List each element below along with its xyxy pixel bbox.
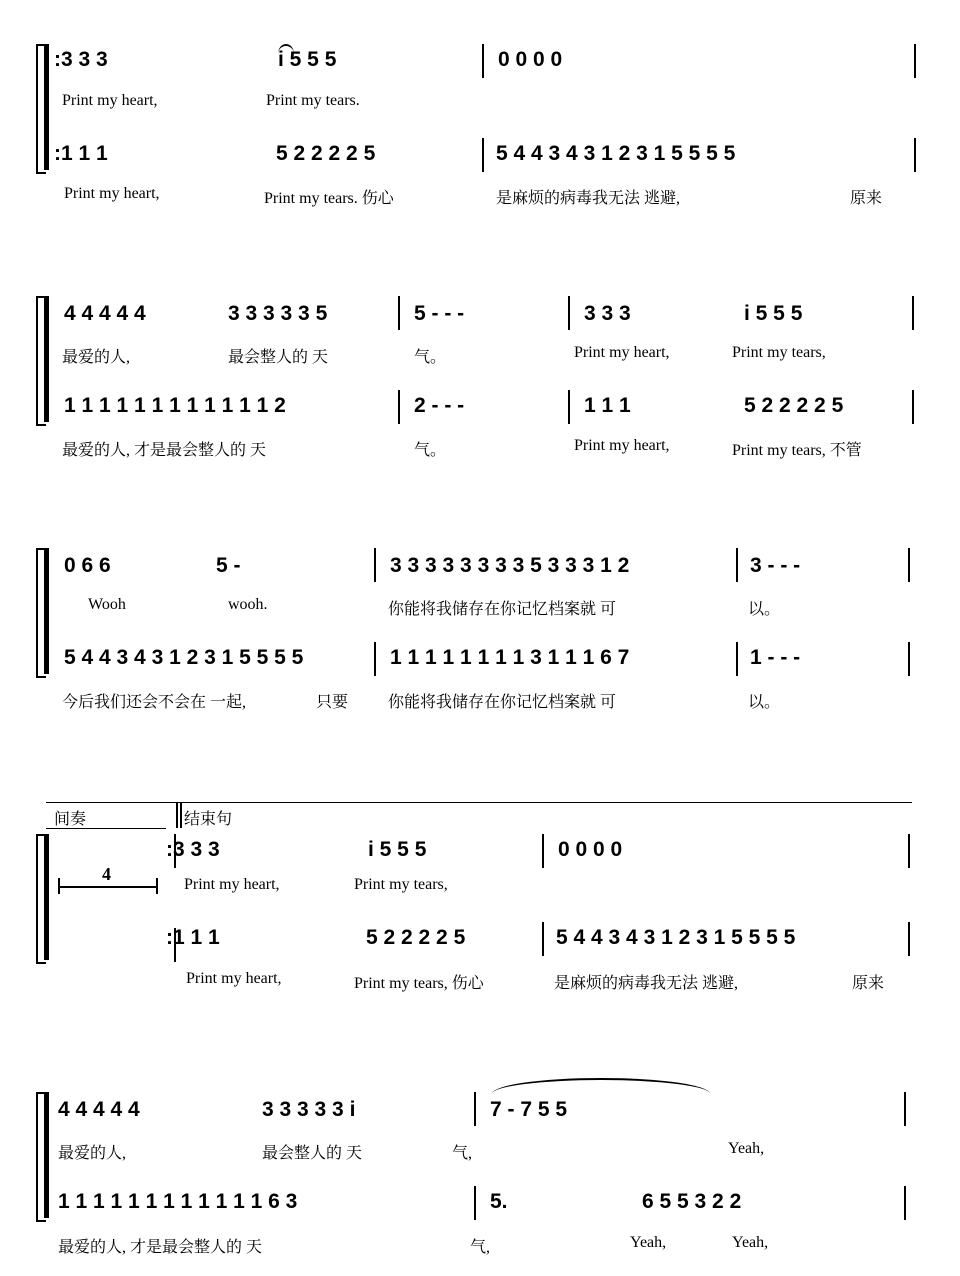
lyric: Print my tears,	[354, 876, 448, 893]
measure-notes: 1 - - -	[750, 646, 801, 669]
lyric: Yeah,	[732, 1234, 769, 1251]
system-3	[36, 544, 916, 684]
measure-notes: 7 - 7 5 5	[490, 1098, 568, 1121]
measure-notes: 6 5 5 3 2 2	[642, 1190, 742, 1213]
lyric: Print my heart,	[186, 970, 282, 987]
lyric: 最爱的人,	[58, 1145, 127, 1162]
barline	[474, 1186, 476, 1220]
measure-notes: :3 3 3	[166, 838, 220, 861]
lyric: 原来	[852, 975, 885, 992]
barline	[568, 296, 570, 330]
measure-notes: 3 - - -	[750, 554, 801, 577]
barline	[908, 922, 910, 956]
measure-notes: 5.	[490, 1190, 508, 1213]
barline	[542, 922, 544, 956]
barline	[374, 548, 376, 582]
barline	[914, 44, 916, 78]
barline	[908, 548, 910, 582]
lyric: 最爱的人,	[62, 349, 131, 366]
slur	[278, 44, 294, 54]
barline	[398, 390, 400, 424]
measure-notes: 1 1 1	[584, 394, 631, 417]
system-1	[36, 40, 916, 180]
system-bar	[44, 44, 49, 170]
barline	[474, 1092, 476, 1126]
lower-lyrics	[62, 689, 902, 713]
section-divider	[180, 802, 182, 828]
measure-notes: i 5 5 5	[278, 48, 337, 71]
lyric: Print my tears.	[266, 92, 360, 109]
lyric: 最爱的人, 才是最会整人的 天	[58, 1239, 263, 1256]
measure-notes: :1 1 1	[54, 142, 108, 165]
measure-notes: 5 4 4 3 4 3 1 2 3 1 5 5 5 5	[64, 646, 304, 669]
barline	[736, 642, 738, 676]
long-slur	[492, 1078, 710, 1094]
lower-lyrics	[186, 970, 906, 994]
lyric: 今后我们还会不会在 一起,	[62, 694, 247, 711]
barline	[904, 1186, 906, 1220]
ending-label: 结束句	[184, 811, 233, 828]
lyric: Print my heart,	[62, 92, 158, 109]
measure-notes: :1 1 1	[166, 926, 220, 949]
measure-notes: 4 4 4 4 4	[58, 1098, 140, 1121]
barline	[374, 642, 376, 676]
lyric: 是麻烦的病毒我无法 逃避,	[554, 975, 739, 992]
multi-rest-end	[156, 878, 158, 894]
barline	[482, 44, 484, 78]
measure-notes: 1 1 1 1 1 1 1 1 1 1 1 1 2	[64, 394, 286, 417]
lower-lyrics	[62, 437, 902, 461]
system-bar	[44, 548, 49, 674]
measure-notes: 5 2 2 2 2 5	[744, 394, 844, 417]
measure-notes: 4 4 4 4 4	[64, 302, 146, 325]
lyric: 气。	[414, 442, 447, 459]
measure-notes: 1 1 1 1 1 1 1 1 3 1 1 1 6 7	[390, 646, 630, 669]
measure-notes: 3 3 3	[584, 302, 631, 325]
measure-notes: 3 3 3 3 3 5	[228, 302, 328, 325]
section-divider	[176, 802, 178, 828]
lyric: wooh.	[228, 596, 268, 613]
system-bar	[44, 296, 49, 422]
measure-notes: 1 1 1 1 1 1 1 1 1 1 1 1 6 3	[58, 1190, 298, 1213]
measure-notes: 5 4 4 3 4 3 1 2 3 1 5 5 5 5	[556, 926, 796, 949]
lyric: 只要	[316, 694, 349, 711]
measure-notes: 2 - - -	[414, 394, 465, 417]
measure-notes: 0 0 0 0	[558, 838, 623, 861]
measure-notes: 5 -	[216, 554, 241, 577]
lyric: Print my tears, 不管	[732, 442, 862, 459]
lyric: Yeah,	[728, 1140, 765, 1157]
measure-notes: 3 3 3 3 3 3 3 3 5 3 3 3 1 2	[390, 554, 630, 577]
system-5	[36, 1088, 916, 1228]
lyric: Yeah,	[630, 1234, 667, 1251]
barline	[398, 296, 400, 330]
interlude-label: 间奏	[54, 811, 87, 828]
multi-rest-count: 4	[102, 864, 111, 884]
lower-lyrics	[64, 185, 904, 209]
measure-notes: 5 - - -	[414, 302, 465, 325]
system-2	[36, 292, 916, 432]
lyric: 你能将我储存在你记忆档案就 可	[388, 601, 617, 618]
lyric: 气,	[470, 1239, 491, 1256]
measure-notes: 3 3 3 3 3 i	[262, 1098, 356, 1121]
lyric: 是麻烦的病毒我无法 逃避,	[496, 190, 681, 207]
lyric: Print my tears, 伤心	[354, 975, 484, 992]
measure-notes: :3 3 3	[54, 48, 108, 71]
measure-notes: 5 2 2 2 2 5	[366, 926, 466, 949]
measure-notes: i 5 5 5	[744, 302, 803, 325]
multi-rest-bar	[58, 886, 158, 888]
section-rule	[46, 828, 166, 829]
barline	[736, 548, 738, 582]
barline	[568, 390, 570, 424]
lyric: Print my tears. 伤心	[264, 190, 394, 207]
lyric: 以。	[748, 601, 781, 618]
system-4	[36, 830, 916, 970]
lyric: 原来	[850, 190, 883, 207]
measure-notes: 5 4 4 3 4 3 1 2 3 1 5 5 5 5	[496, 142, 736, 165]
lyric: Print my heart,	[574, 437, 670, 454]
measure-notes: 5 2 2 2 2 5	[276, 142, 376, 165]
lower-lyrics	[58, 1234, 898, 1258]
lyric: 以。	[748, 694, 781, 711]
lyric: 气,	[452, 1145, 473, 1162]
lyric: 最会整人的 天	[228, 349, 329, 366]
lyric: Print my tears,	[732, 344, 826, 361]
lyric: Print my heart,	[64, 185, 160, 202]
system-bar	[44, 834, 49, 960]
measure-notes: 0 6 6	[64, 554, 111, 577]
lyric: 气。	[414, 349, 447, 366]
lyric: Print my heart,	[184, 876, 280, 893]
multi-rest-end	[58, 878, 60, 894]
barline	[908, 642, 910, 676]
lyric: 最会整人的 天	[262, 1145, 363, 1162]
barline	[542, 834, 544, 868]
lyric: Print my heart,	[574, 344, 670, 361]
lyric: 最爱的人, 才是最会整人的 天	[62, 442, 267, 459]
system-bar	[44, 1092, 49, 1218]
lyric: Wooh	[88, 596, 126, 613]
measure-notes: 0 0 0 0	[498, 48, 563, 71]
measure-notes: i 5 5 5	[368, 838, 427, 861]
barline	[912, 296, 914, 330]
barline	[914, 138, 916, 172]
barline	[482, 138, 484, 172]
barline	[908, 834, 910, 868]
barline	[912, 390, 914, 424]
barline	[904, 1092, 906, 1126]
lyric: 你能将我储存在你记忆档案就 可	[388, 694, 617, 711]
